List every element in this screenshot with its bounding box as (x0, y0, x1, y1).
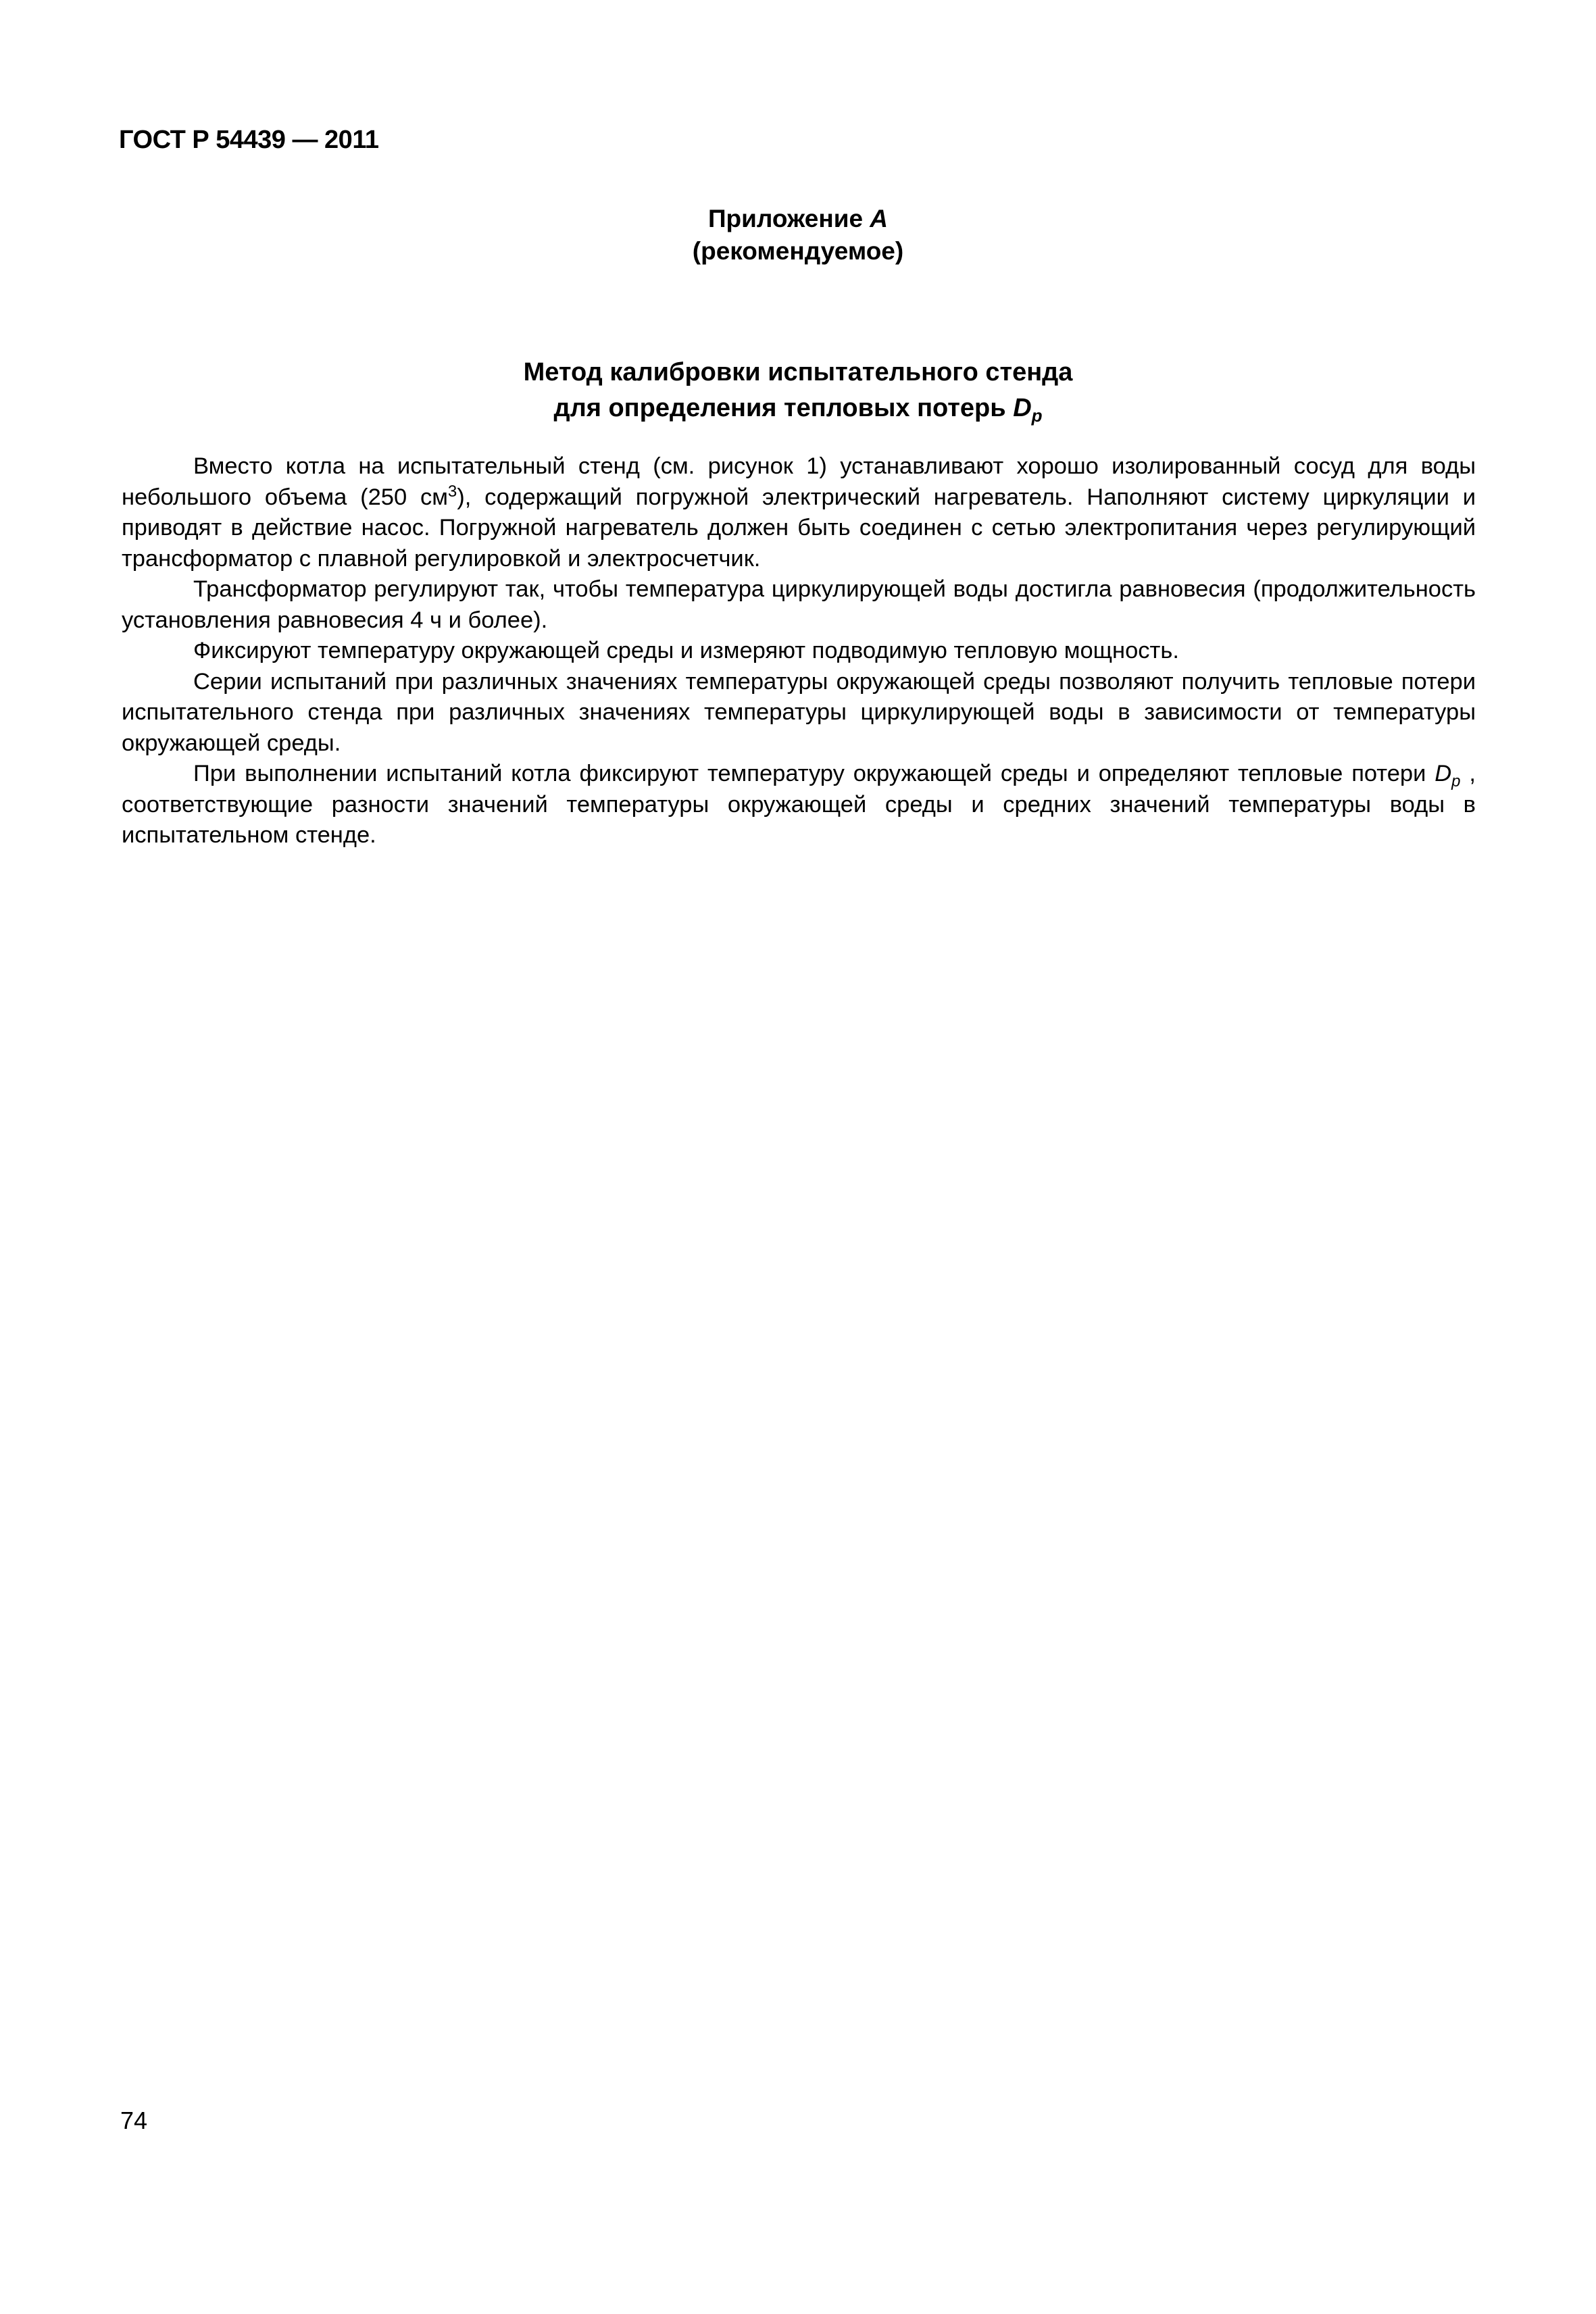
paragraph-5-symbol: D (1435, 761, 1452, 786)
appendix-status: (рекомендуемое) (692, 237, 904, 265)
paragraph-5 (122, 759, 1476, 851)
title-line-1: Метод калибровки испытательного стенда (523, 358, 1073, 386)
paragraph-1-superscript: 3 (447, 482, 457, 501)
title-symbol: D (1013, 394, 1032, 422)
title-line-2-text: для определения тепловых потерь (553, 394, 1014, 422)
paragraph-1-part-a: Вместо котла на испытательный стенд (см. рисунок 1) устанавливают хорошо изолированный сосуд для воды небольшого объема (250 см (122, 453, 1476, 510)
page-number: 74 (120, 2107, 148, 2134)
appendix-heading (122, 203, 1474, 268)
paragraph-3: Фиксируют температуру окружающей среды и измеряют подводимую тепловую мощность. (193, 638, 1179, 663)
paragraph-5-part-a: При выполнении испытаний котла фиксируют температуру окружающей среды и определяют тепловые потери (193, 761, 1435, 786)
paragraph-1-part-b: ), содержащий погружной электрический нагреватель. Наполняют систему циркуляции и приводят в действие насос. Погружной нагреватель должен быть соединен с сетью электропитания через регулирующий трансформатор с плавной регулировкой и электросчетчик. (122, 484, 1476, 572)
paragraph-5-part-b: , соответствующие разности значений температуры окружающей среды и средних значений температуры воды в испытательном стенде. (122, 761, 1476, 848)
paragraph-2: Трансформатор регулируют так, чтобы температура циркулирующей воды достигла равновесия (продолжительность установления равновесия 4 ч и более). (122, 576, 1476, 633)
body-text (122, 451, 1476, 851)
title-symbol-subscript: p (1031, 405, 1043, 426)
title-line-2 (122, 391, 1474, 426)
section-title (122, 355, 1474, 426)
paragraph-1 (122, 451, 1476, 574)
appendix-letter: А (870, 205, 889, 232)
paragraph-5-subscript: p (1451, 772, 1461, 790)
document-code: ГОСТ Р 54439 — 2011 (119, 126, 379, 154)
paragraph-4: Серии испытаний при различных значениях температуры окружающей среды позволяют получить тепловые потери испытательного стенда при различных значениях температуры циркулирующей воды в зависимости от температуры окружающей среды. (122, 668, 1476, 756)
appendix-label-text: Приложение (707, 205, 870, 232)
appendix-label (122, 203, 1474, 235)
